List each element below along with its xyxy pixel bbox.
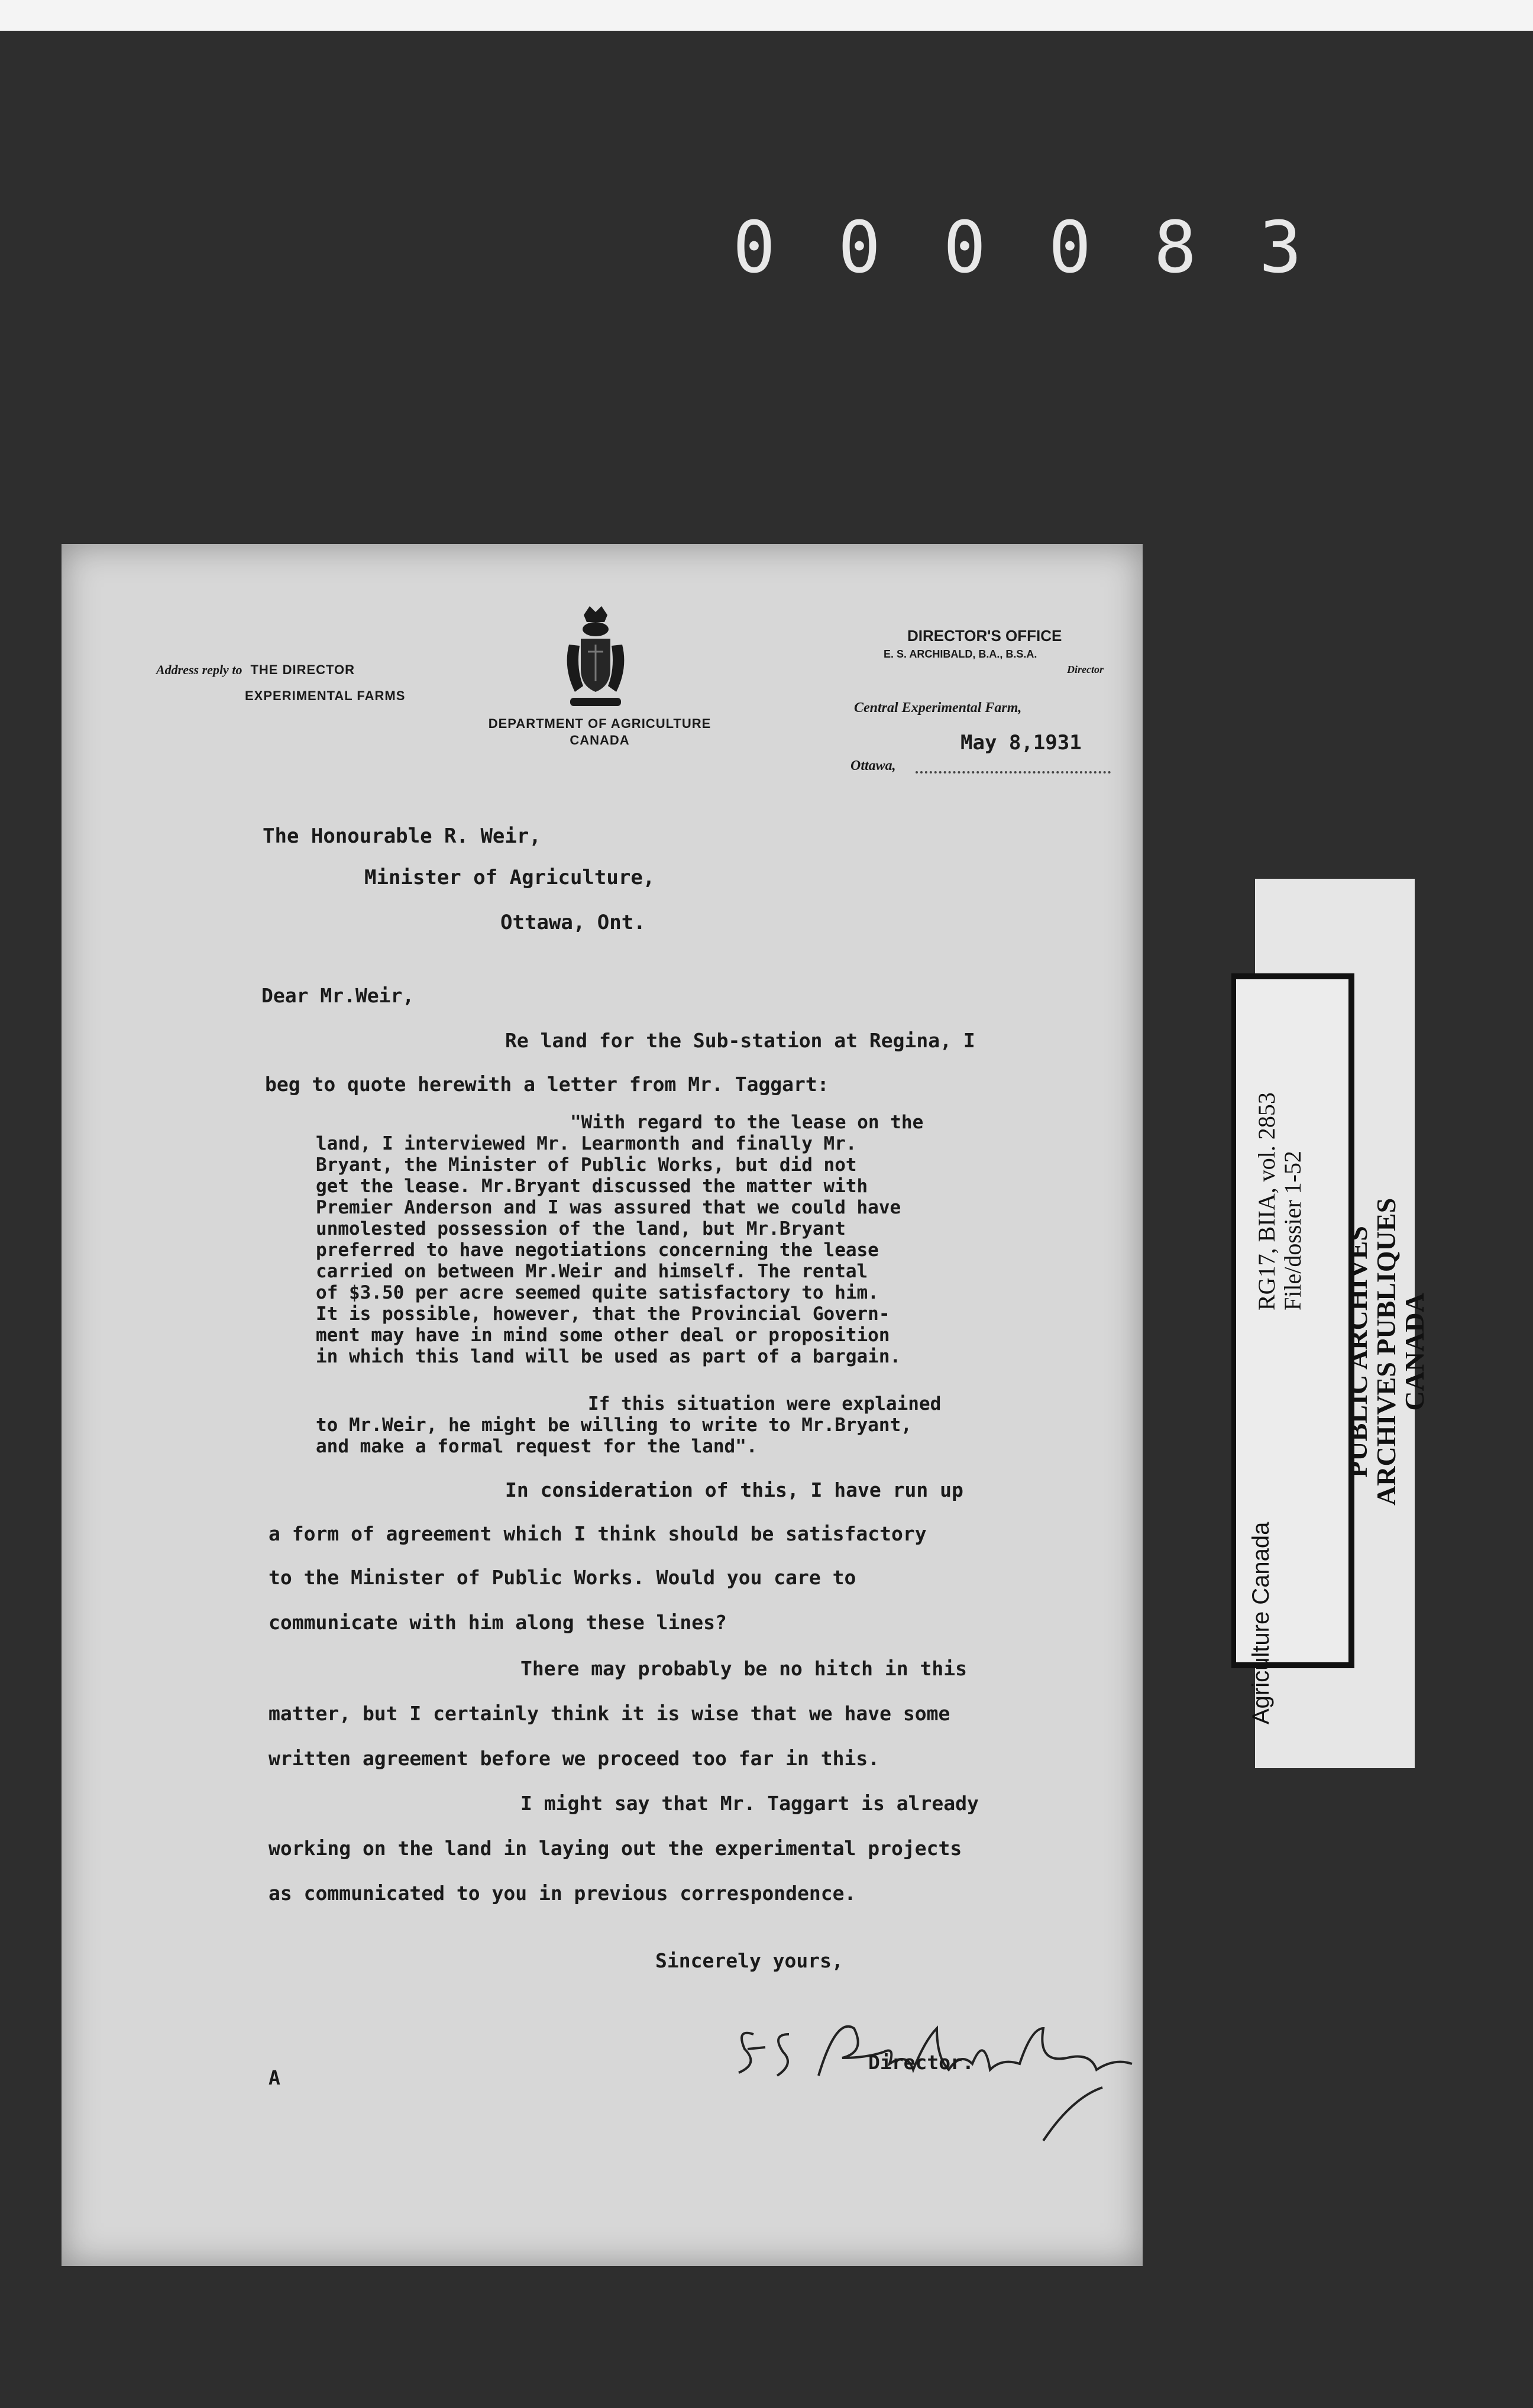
- quote-line: to Mr.Weir, he might be willing to write to Mr.Bryant,: [316, 1415, 912, 1436]
- quote-line: unmolested possession of the land, but Mr.Bryant: [316, 1218, 846, 1239]
- body-line: In consideration of this, I have run up: [505, 1478, 963, 1501]
- typist-initial: A: [269, 2066, 280, 2089]
- frame-digit: 0: [943, 207, 987, 289]
- quote-line: Bryant, the Minister of Public Works, but did not: [316, 1154, 857, 1176]
- coat-of-arms-icon: [557, 603, 634, 716]
- date-line: [916, 771, 1111, 773]
- quote-line: It is possible, however, that the Provincial Govern-: [316, 1303, 890, 1325]
- frame-digit: 8: [1153, 207, 1197, 289]
- body-line: There may probably be no hitch in this: [520, 1657, 967, 1680]
- quote-line: ment may have in mind some other deal or proposition: [316, 1325, 890, 1346]
- body-line: a form of agreement which I think should be satisfactory: [269, 1522, 927, 1545]
- scan-top-edge: [0, 0, 1533, 31]
- recipient-line: The Honourable R. Weir,: [263, 824, 541, 848]
- frame-digit: 0: [837, 207, 881, 289]
- body-line: matter, but I certainly think it is wise that we have some: [269, 1702, 950, 1725]
- address-line-farms: EXPERIMENTAL FARMS: [245, 688, 406, 703]
- letter-date: May 8,1931: [960, 731, 1082, 755]
- quote-line: land, I interviewed Mr. Learmonth and finally Mr.: [316, 1133, 857, 1154]
- archive-reference: RG17, BIIA, vol. 2853 File/dossier 1-52: [1253, 1092, 1306, 1310]
- frame-number: [722, 207, 1313, 290]
- body-line: to the Minister of Public Works. Would you care to: [269, 1566, 856, 1589]
- farm-name: Central Experimental Farm,: [854, 700, 1022, 716]
- director-title: Director: [1067, 664, 1104, 675]
- body-line: Re land for the Sub-station at Regina, I: [505, 1029, 975, 1052]
- frame-digit: 0: [732, 207, 776, 289]
- body-line: I might say that Mr. Taggart is already: [520, 1792, 979, 1815]
- address-reply-label: Address reply to: [156, 662, 242, 677]
- quote-line: "With regard to the lease on the: [570, 1112, 924, 1133]
- letter-page: [62, 544, 1143, 2266]
- letter-city: Ottawa,: [850, 758, 896, 773]
- frame-digit: 0: [1048, 207, 1092, 289]
- archive-stamp: PUBLIC ARCHIVES ARCHIVES PUBLIQUES CANADA: [1343, 1197, 1429, 1506]
- body-line: working on the land in laying out the experimental projects: [269, 1837, 962, 1860]
- department-name: DEPARTMENT OF AGRICULTURE CANADA: [488, 716, 711, 747]
- recipient-line: Ottawa, Ont.: [500, 911, 646, 934]
- archive-inner-label: [1231, 973, 1354, 1724]
- quote-line: preferred to have negotiations concerning the lease: [316, 1239, 879, 1261]
- signer-title: Director.: [868, 2051, 974, 2074]
- archive-department: Agriculture Canada: [1248, 1522, 1274, 1724]
- quote-line: Premier Anderson and I was assured that we could have: [316, 1197, 901, 1218]
- frame-digit: 3: [1259, 207, 1302, 289]
- quote-line: in which this land will be used as part of a bargain.: [316, 1346, 901, 1367]
- body-line: beg to quote herewith a letter from Mr. Taggart:: [265, 1073, 829, 1096]
- directors-office-heading: DIRECTOR'S OFFICE: [907, 627, 1062, 645]
- address-line-director: THE DIRECTOR: [250, 662, 355, 677]
- quote-line: get the lease. Mr.Bryant discussed the matter with: [316, 1176, 868, 1197]
- salutation: Dear Mr.Weir,: [261, 984, 415, 1007]
- body-line: communicate with him along these lines?: [269, 1611, 727, 1634]
- director-name: E. S. ARCHIBALD, B.A., B.S.A.: [884, 648, 1037, 660]
- recipient-line: Minister of Agriculture,: [364, 866, 655, 889]
- body-line: as communicated to you in previous correspondence.: [269, 1882, 856, 1905]
- archive-reference-card: [1248, 879, 1429, 1768]
- body-line: written agreement before we proceed too far in this.: [269, 1747, 880, 1770]
- quote-line: and make a formal request for the land".: [316, 1436, 758, 1457]
- closing: Sincerely yours,: [655, 1949, 843, 1972]
- quote-line: carried on between Mr.Weir and himself. The rental: [316, 1261, 868, 1282]
- quote-line: If this situation were explained: [588, 1393, 942, 1415]
- quote-line: of $3.50 per acre seemed quite satisfactory to him.: [316, 1282, 879, 1303]
